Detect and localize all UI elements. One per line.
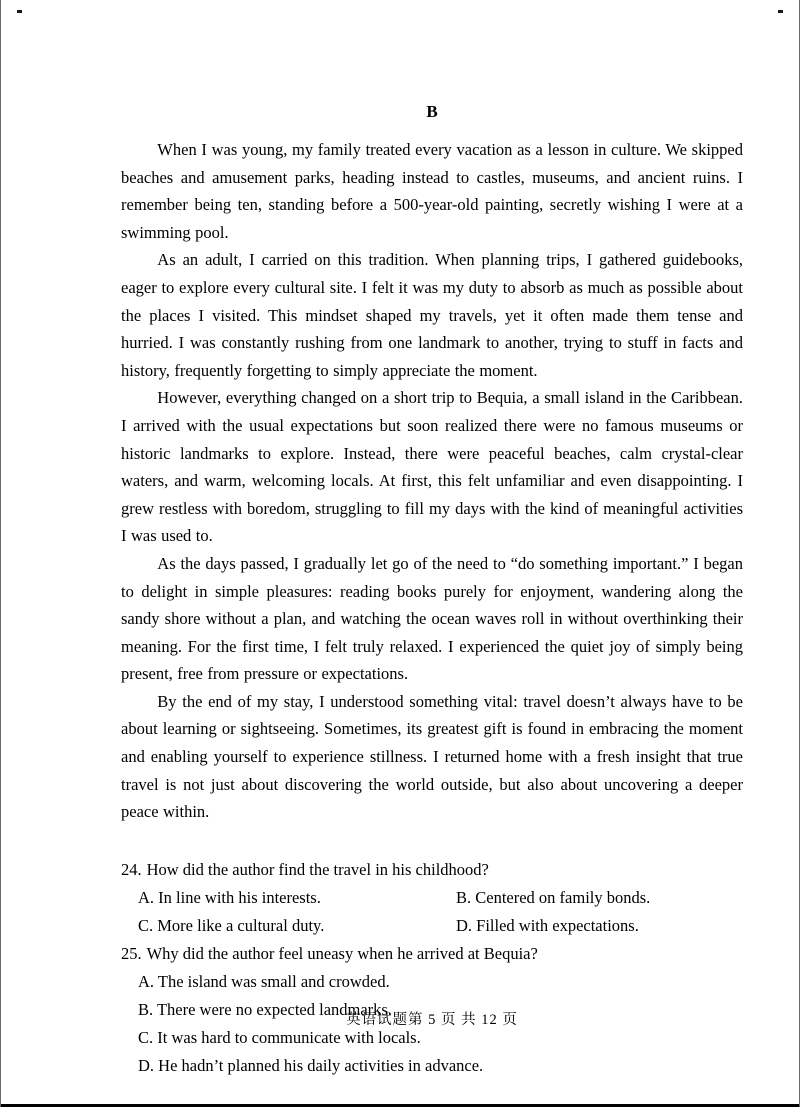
question-24-text: How did the author find the travel in his childhood? — [146, 859, 489, 879]
question-25-number: 25. — [121, 943, 142, 963]
section-label: B — [426, 102, 438, 121]
question-24-options — [121, 884, 743, 940]
question-24-option-b: B. Centered on family bonds. — [456, 887, 651, 907]
question-24-stem — [121, 856, 743, 884]
scan-mark-left — [17, 10, 22, 13]
question-25-text: Why did the author feel uneasy when he arrived at Bequia? — [146, 943, 538, 963]
question-25-option-a: A. The island was small and crowded. — [138, 971, 390, 991]
question-24-option-c: C. More like a cultural duty. — [138, 915, 325, 935]
question-25-option-d: D. He hadn’t planned his daily activities in advance. — [138, 1055, 484, 1075]
scan-mark-right — [778, 10, 783, 13]
question-24-number: 24. — [121, 859, 142, 879]
question-24-option-d: D. Filled with expectations. — [456, 915, 639, 935]
passage-paragraph-1: When I was young, my family treated every vacation as a lesson in culture. We skipped beaches and amusement parks, heading instead to castles, museums, and ancient ruins. I remember being ten, standing before a 500-year-old painting, secretly wishing I were at a swimming pool. — [121, 140, 743, 242]
question-24 — [121, 856, 743, 940]
question-24-option-a: A. In line with his interests. — [138, 887, 321, 907]
questions-section — [121, 856, 743, 1080]
question-25-option-c: C. It was hard to communicate with locals. — [138, 1027, 421, 1047]
reading-passage — [121, 136, 743, 826]
passage-paragraph-3: However, everything changed on a short trip to Bequia, a small island in the Caribbean. I arrived with the usual expectations but soon realized there were no famous museums or historic landmarks to explore. Instead, there were peaceful beaches, calm crystal-clear waters, and warm, welcoming locals. At first, this felt unfamiliar and even disappointing. I grew restless with boredom, struggling to fill my days with the kind of meaningful activities I was used to. — [121, 388, 743, 546]
passage-paragraph-4: As the days passed, I gradually let go of the need to “do something important.” I began to delight in simple pleasures: reading books purely for enjoyment, wandering along the sandy shore without a plan, and watching the ocean waves roll in without overthinking their meaning. For the first time, I felt truly relaxed. I experienced the quiet joy of simply being present, free from pressure or expectations. — [121, 553, 743, 684]
passage-paragraph-5: By the end of my stay, I understood something vital: travel doesn’t always have to be about learning or sightseeing. Sometimes, its greatest gift is found in embracing the moment and enabling yourself to experience stillness. I returned home with a fresh insight that true travel is not just about discovering the world outside, but also about uncovering a deeper peace within. — [121, 691, 743, 822]
page-footer: 英语试题第 5 页 共 12 页 — [346, 1012, 518, 1028]
page-content — [1, 0, 799, 1080]
question-25-stem — [121, 940, 743, 968]
passage-paragraph-2: As an adult, I carried on this tradition. When planning trips, I gathered guidebooks, eager to explore every cultural site. I felt it was my duty to absorb as much as possible about the places I visited. This mindset shaped my travels, yet it often made them tense and hurried. I was constantly rushing from one landmark to another, trying to stuff in facts and history, frequently forgetting to simply appreciate the moment. — [121, 250, 743, 380]
question-25-option-b: B. There were no expected landmarks. — [138, 999, 392, 1019]
